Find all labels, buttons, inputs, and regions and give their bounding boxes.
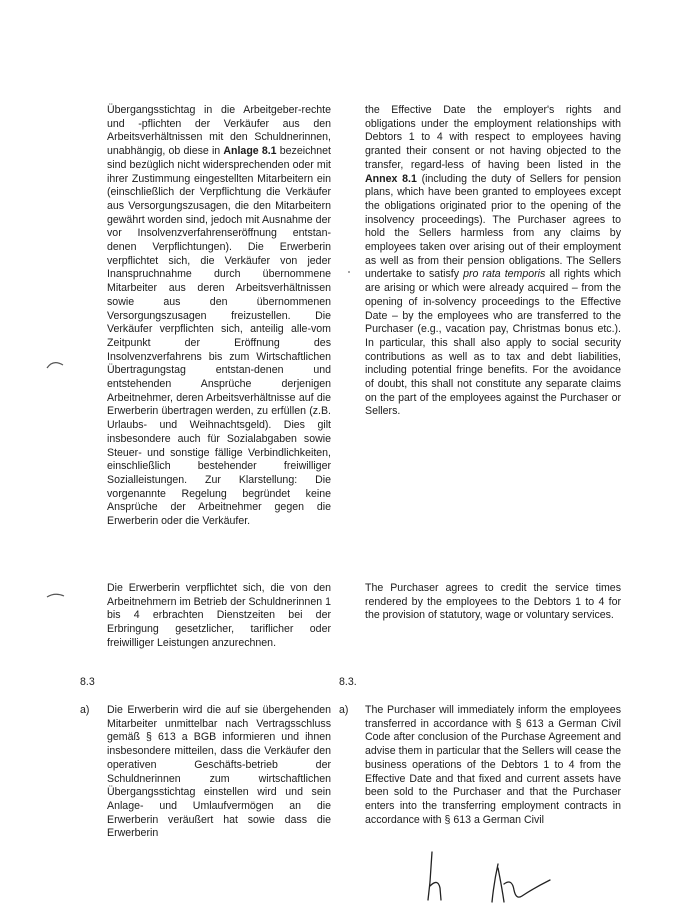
signature-initials-1 xyxy=(418,848,454,906)
german-item-a: Die Erwerberin wird die auf sie übergehenden Mitarbeiter unmittelbar nach Vertragsschluss gemäß § 613 a BGB informieren und ihnen insbesondere mitteilen, dass die Verkäufer den operativen Geschäfts-betrieb der Schuldnerinnen zum wirtschaftlichen Übergangsstichtag einstellen wird und sein Anlage- und Umlaufvermögen an die Erwerberin veräußert hat sowie dass die Erwerberin xyxy=(107,704,331,840)
german-annex-ref: Anlage 8.1 xyxy=(223,145,277,158)
margin-mark-3 xyxy=(345,268,353,276)
english-latin-term: pro rata temporis xyxy=(463,268,546,281)
english-annex-ref: Annex 8.1 xyxy=(365,172,417,185)
english-paragraph-1 xyxy=(365,104,621,419)
german-item-a-label: a) xyxy=(80,704,90,716)
german-paragraph-2: Die Erwerberin verpflichtet sich, die von den Arbeitnehmern im Betrieb der Schuldnerinnen 1 bis 4 erbrachten Dienstzeiten bei der Erbringung gesetzlicher, tariflicher oder freiwilliger Leistungen anzurechnen. xyxy=(107,582,331,649)
margin-mark-2 xyxy=(45,590,67,600)
german-p1-text-a: Übergangsstichtag in die Arbeitgeber-rechte und -pflichten der Verkäufer aus den Arbeitsverhältnissen mit den Schuldnerinnen, unabhängig, ob diese in xyxy=(107,104,331,158)
german-section-number: 8.3 xyxy=(80,676,95,688)
signature-initials-2 xyxy=(488,860,558,908)
german-paragraph-1 xyxy=(107,104,331,529)
german-p1-text-c: bezeichnet sind bezüglich nicht widersprechenden oder mit ihrer Zustimmung eingestellten Mitarbeitern ein (einschließlich der Verpflichtung die Verkäufer aus Versorgungszusagen, die den Mitarbeitern gewährt worden sind, jedoch mit Ausnahme der vor Insolvenzverfahrenseröffnung entstan-denen Verpflichtungen). Die Erwerberin verpflichtet sich, die Verkäufer von jeder Inanspruchnahme durch übernommene Mitarbeiter aus deren Arbeitsverhältnissen sowie aus den übernommenen Versorgungszusagen freizustellen. Die Verkäufer verpflichten sich, anteilig alle-vom Zeitpunkt der Eröffnung des Insolvenzverfahrens bis zum Wirtschaftlichen Übertragungstag entstan-denen und entstehenden Ansprüche derjenigen Arbeitnehmer, deren Arbeitsverhältnisse auf die Erwerberin übertragen werden, zu erfüllen (z.B. Urlaubs- und Weihnachtsgeld). Dies gilt insbesondere auch für Sozialabgaben sowie Steuer- und sonstige fällige Verbindlichkeiten, einschließlich bestehender freiwilliger Sozialleistungen. Zur Klarstellung: Die vorgenannte Regelung begründet keine Ansprüche der Arbeitnehmer gegen die Erwerberin oder die Verkäufer. xyxy=(107,145,331,528)
english-item-a-label: a) xyxy=(339,704,349,716)
english-p1-text-c: (including the duty of Sellers for pension plans, which have been granted to employees except the obligations originated prior to the opening of the insolvency proceedings). The Purchaser agrees to hold the Sellers harmless from any claims by employees taken over arising out of their employment as well as from their pension obligations. The Sellers undertake to satisfy xyxy=(365,172,622,281)
english-p1-text-e: all rights which are arising or which were already acquired – from the opening of in-solvency proceedings to the Effective Date – by the employees who are transferred to the Purchaser (e.g., vacation pay, Christmas bonus etc.). In particular, this shall also apply to social security contributions as well as to tax and debt liabilities, including potential fringe benefits. For the avoidance of doubt, this shall not constitute any separate claims on the part of the employees against the Purchaser or Sellers. xyxy=(365,268,622,418)
margin-mark-1 xyxy=(45,358,67,370)
english-paragraph-2: The Purchaser agrees to credit the service times rendered by the employees to the Debtors 1 to 4 for the provision of statutory, wage or voluntary services. xyxy=(365,582,621,622)
english-item-a: The Purchaser will immediately inform the employees transferred in accordance with § 613 a German Civil Code after conclusion of the Purchase Agreement and advise them in particular that the Sellers will cease the business operations of the Debtors 1 to 4 from the Effective Date and that fixed and current assets have been sold to the Purchaser and that the Purchaser enters into the transferring employment contracts in accordance with § 613 a German Civil xyxy=(365,704,621,826)
english-p1-text-a: the Effective Date the employer's rights and obligations under the employment relationships with Debtors 1 to 4 with respect to employees having granted their consent or not having objected to the transfer, regard-less of having been listed in the xyxy=(365,104,621,171)
english-section-number: 8.3. xyxy=(339,676,357,688)
